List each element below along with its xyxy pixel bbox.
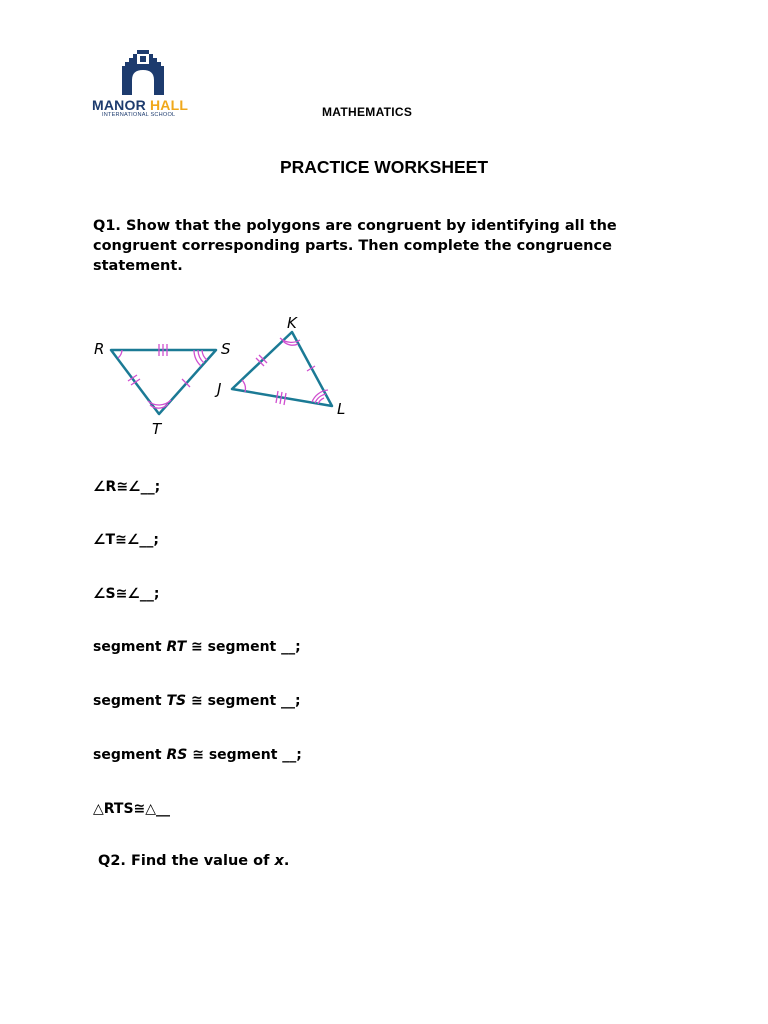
answer-segment-rs: segment RS ≅ segment __; [93, 747, 302, 763]
logo-subtitle: INTERNATIONAL SCHOOL [102, 112, 176, 118]
triangle-rts [111, 344, 216, 414]
vertex-label-s: S [221, 340, 231, 358]
vertex-label-t: T [152, 420, 162, 438]
question-2: Q2. Find the value of x. [98, 853, 290, 869]
answer-angle-r: ∠R≅∠__; [93, 479, 161, 495]
subject-label: MATHEMATICS [322, 105, 413, 119]
castle-logo-icon [88, 40, 198, 100]
answer-angle-s: ∠S≅∠__; [93, 586, 160, 602]
vertex-label-l: L [337, 400, 346, 418]
vertex-label-k: K [287, 314, 297, 332]
triangle-jkl [232, 332, 332, 406]
answer-triangle-congruence: △RTS≅△__ [93, 801, 171, 817]
vertex-label-r: R [94, 340, 105, 358]
logo-name: MANOR HALL [92, 97, 189, 113]
answer-angle-t: ∠T≅∠__; [93, 532, 159, 548]
worksheet-title: PRACTICE WORKSHEET [279, 157, 489, 177]
vertex-label-j: J [217, 380, 222, 398]
question-1: Q1. Show that the polygons are congruent by identifying all the congruent corresponding parts. Then complete the congruence statement. [93, 218, 617, 274]
answer-segment-ts: segment TS ≅ segment __; [93, 693, 301, 709]
congruent-triangles-figure [88, 308, 368, 443]
school-logo [88, 40, 198, 124]
answer-segment-rt: segment RT ≅ segment __; [93, 639, 301, 655]
